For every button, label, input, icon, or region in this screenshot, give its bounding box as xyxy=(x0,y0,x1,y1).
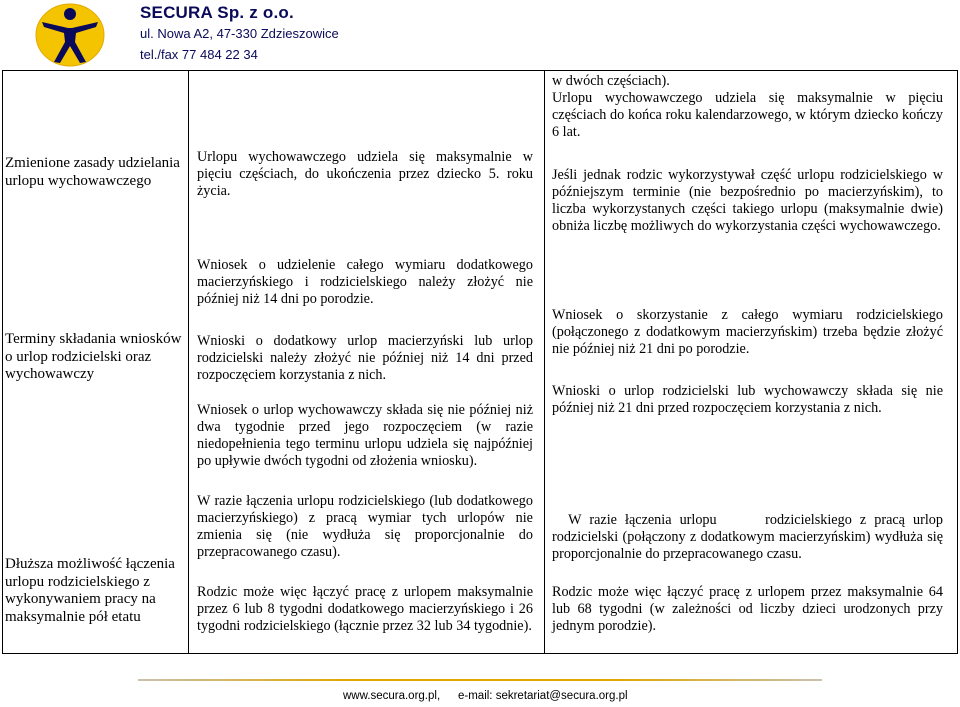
footer-email-link[interactable]: e-mail: sekretariat@secura.org.pl xyxy=(458,690,628,702)
person-star-logo-icon xyxy=(34,2,106,68)
new-rule-text: W razie łączenia urlopu rodzicielskiego z pracą urlop rodzicielski (połączony z dodatkowym macierzyńskim) wydłuża się proporcjonalnie do przepracowanego czasu. xyxy=(552,512,947,562)
old-rules-column xyxy=(189,71,545,653)
old-rule-text: Urlopu wychowawczego udziela się maksymalnie w pięciu częściach, do ukończenia przez dziecko 5. roku życia. xyxy=(197,149,533,199)
new-rule-text: Jeśli jednak rodzic wykorzystywał część urlopu rodzicielskiego w późniejszym terminie (nie bezpośrednio po macierzyńskim), to liczba wykorzystanych części takiego urlopu (maksymalnie dwie) obniża liczbę możliwych do wykorzystania części wychowawczego. xyxy=(552,167,943,234)
new-rule-text: Wniosek o skorzystanie z całego wymiaru rodzicielskiego (połączonego z dodatkowym macierzyńskim) trzeba będzie złożyć nie później niż 21 dni po porodzie. xyxy=(552,307,943,357)
company-phone: tel./fax 77 484 22 34 xyxy=(140,47,258,62)
row-label-parental-leave-rules: Zmienione zasady udzielania urlopu wychowawczego xyxy=(5,155,180,189)
new-rule-text: Rodzic może więc łączyć pracę z urlopem przez maksymalnie 64 lub 68 tygodni (w zależności od liczby dzieci urodzonych przy jednym porodzie). xyxy=(552,584,943,634)
row-label-application-deadlines: Terminy składania wniosków o urlop rodzicielski oraz wychowawczy xyxy=(5,331,182,382)
comparison-table xyxy=(2,70,958,654)
new-rule-text: Wnioski o urlop rodzicielski lub wychowawczy składa się nie później niż 21 dni przed rozpoczęciem korzystania z nich. xyxy=(552,383,943,416)
new-rule-text: w dwóch częściach). xyxy=(552,73,670,89)
old-rule-text: Wniosek o udzielenie całego wymiaru dodatkowego macierzyńskiego i rodzicielskiego należy złożyć nie później niż 14 dni po porodzie. xyxy=(197,257,533,307)
new-rule-text: Urlopu wychowawczego udziela się maksymalnie w pięciu częściach do końca roku kalendarzowego, w którym dziecko kończy 6 lat. xyxy=(552,90,943,140)
footer-rule xyxy=(138,679,822,681)
old-rule-text: Wnioski o dodatkowy urlop macierzyński lub urlop rodzicielski należy złożyć nie później niż 14 dni przed rozpoczęciem korzystania z nich. xyxy=(197,333,533,383)
old-rule-text: W razie łączenia urlopu rodzicielskiego (lub dodatkowego macierzyńskiego) z pracą wymiar tych urlopów nie zmienia się (nie wydłuża się proporcjonalnie do przepracowanego czasu). xyxy=(197,493,533,560)
company-name: SECURA Sp. z o.o. xyxy=(140,3,294,22)
company-address: ul. Nowa A2, 47-330 Zdzieszowice xyxy=(140,26,339,41)
labels-column xyxy=(3,71,189,653)
row-label-combining-with-work: Dłuższa możliwość łączenia urlopu rodzicielskiego z wykonywaniem pracy na maksymalnie pół etatu xyxy=(5,556,175,625)
new-rules-column xyxy=(545,71,957,653)
footer-website-link[interactable]: www.secura.org.pl, xyxy=(343,690,441,702)
old-rule-text: Wniosek o urlop wychowawczy składa się nie później niż dwa tygodnie przed jego rozpoczęciem (w razie niedopełnienia tego terminu urlopu udziela się najpóźniej po upływie dwóch tygodni od złożenia wniosku). xyxy=(197,402,533,469)
old-rule-text: Rodzic może więc łączyć pracę z urlopem maksymalnie przez 6 lub 8 tygodni dodatkowego macierzyńskiego i 26 tygodni rodzicielskiego (łącznie przez 32 lub 34 tygodnie). xyxy=(197,584,533,634)
